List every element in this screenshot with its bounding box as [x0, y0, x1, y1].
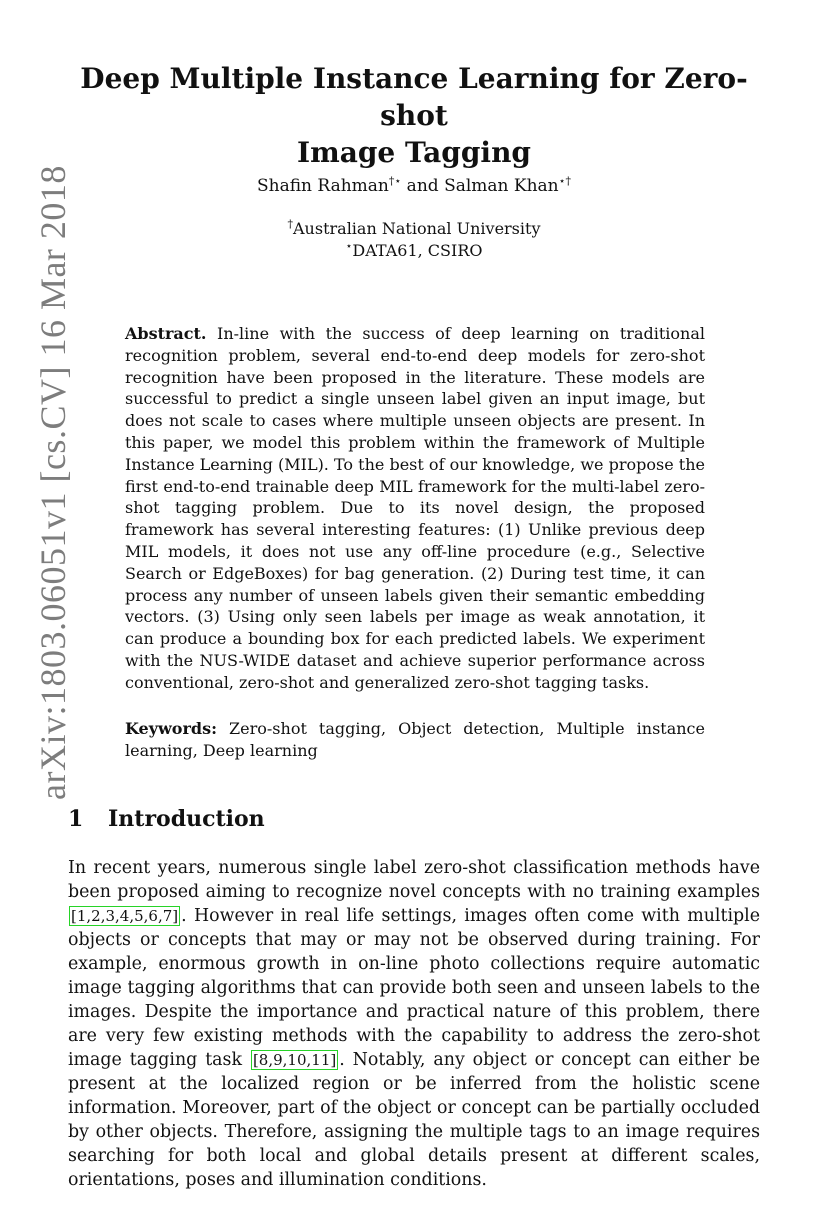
section-number: 1: [68, 806, 84, 832]
citation-2-refs[interactable]: 8,9,10,11: [258, 1051, 331, 1069]
abstract-label: Abstract.: [125, 324, 207, 343]
affiliation-2-mark: ⋆: [345, 239, 353, 253]
section-heading: [68, 806, 265, 832]
intro-text-3: . Notably, any object or concept can either be present at the localized region or be inferred from the holistic scene information. Moreover, part of the object or concept can be partially occluded by other objects. Therefore, assigning the multiple tags to an image requires searching for both local and global details present at different scales, orientations, poses and illumination conditions.: [68, 1050, 760, 1190]
intro-text-2: . However in real life settings, images often come with multiple objects or concepts that may or may not be observed during training. For example, enormous growth in on-line photo collections require automatic image tagging algorithms that can provide both seen and unseen labels to the images. Despite the importance and practical nature of this problem, there are very few existing methods with the capability to address the zero-shot image tagging task: [68, 906, 760, 1070]
citation-link-1[interactable]: [1,2,3,4,5,6,7]: [71, 907, 179, 925]
keywords-label: Keywords:: [125, 719, 218, 738]
affiliation-1-name: Australian National University: [293, 219, 541, 238]
paper-title-line-1: Deep Multiple Instance Learning for Zero-shot: [80, 62, 748, 132]
affiliation-2: [0, 240, 828, 262]
citation-link-2[interactable]: [8,9,10,11]: [252, 1051, 337, 1069]
affiliation-2-name: DATA61, CSIRO: [352, 241, 483, 260]
author-list: [0, 176, 828, 196]
arxiv-identifier-stamp: arXiv:1803.06051v1 [cs.CV] 16 Mar 2018: [33, 165, 73, 800]
author-conjunction: and: [401, 176, 445, 196]
author-2-marks: ⋆†: [558, 174, 572, 188]
paper-title-line-2: Image Tagging: [296, 136, 532, 169]
author-1-name: Shafin Rahman: [256, 176, 389, 196]
abstract: [125, 323, 705, 694]
keywords: [125, 718, 705, 762]
author-1-marks: †⋆: [388, 174, 402, 188]
affiliation-1-mark: †: [287, 217, 293, 231]
citation-1-refs[interactable]: 1,2,3,4,5,6,7: [76, 907, 173, 925]
author-2-name: Salman Khan: [444, 176, 559, 196]
intro-text-1: In recent years, numerous single label zero-shot classification methods have been proposed aiming to recognize novel concepts with no training examples: [68, 858, 760, 902]
affiliations: [0, 218, 828, 262]
abstract-text: In-line with the success of deep learning on traditional recognition problem, several end-to-end deep models for zero-shot recognition have been proposed in the literature. These models are successful to predict a single unseen label given an input image, but does not scale to cases where multiple unseen objects are present. In this paper, we model this problem within the framework of Multiple Instance Learning (MIL). To the best of our knowledge, we propose the first end-to-end trainable deep MIL framework for the multi-label zero-shot tagging problem. Due to its novel design, the proposed framework has several interesting features: (1) Unlike previous deep MIL models, it does not use any off-line procedure (e.g., Selective Search or EdgeBoxes) for bag generation. (2) During test time, it can process any number of unseen labels given their semantic embedding vectors. (3) Using only seen labels per image as weak annotation, it can produce a bounding box for each predicted labels. We experiment with the NUS-WIDE dataset and achieve superior performance across conventional, zero-shot and generalized zero-shot tagging tasks.: [125, 324, 705, 692]
keywords-text: Zero-shot tagging, Object detection, Multiple instance learning, Deep learning: [125, 719, 705, 760]
introduction-paragraph: [68, 856, 760, 1192]
affiliation-1: [0, 218, 828, 240]
paper-title: [70, 60, 758, 171]
section-title: Introduction: [108, 806, 265, 832]
